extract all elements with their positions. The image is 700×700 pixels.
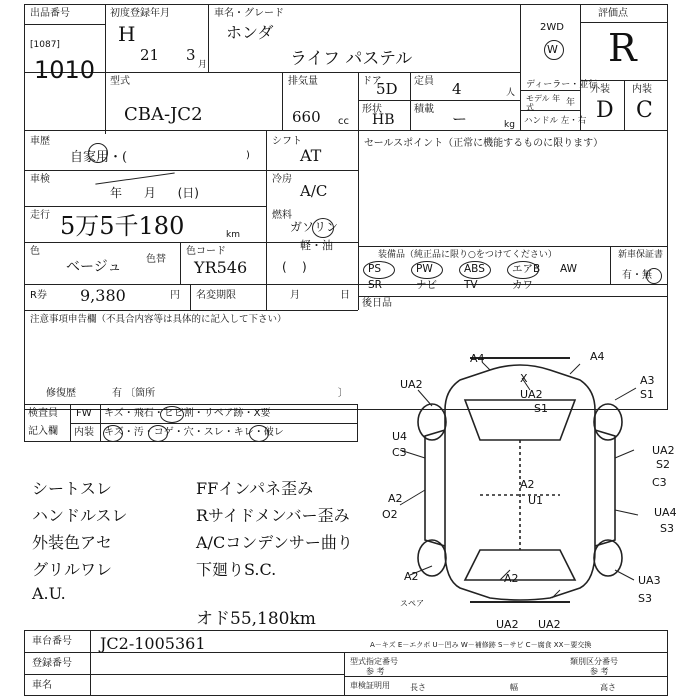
- divider: [358, 296, 668, 297]
- reg-month: 3: [186, 46, 196, 64]
- handle-label: ハンドル 左・右: [524, 116, 587, 126]
- ac-label: 冷房: [272, 174, 292, 185]
- divider: [358, 100, 520, 101]
- damage-code: UA3: [638, 574, 661, 587]
- divider: [410, 72, 411, 130]
- registration-label: 登録番号: [32, 658, 72, 669]
- damage-code: UA4: [654, 506, 677, 519]
- divider: [266, 130, 267, 310]
- equipment-item: PS: [368, 263, 381, 275]
- lot-code: [1087]: [30, 40, 60, 50]
- equipment-circle: [411, 261, 443, 279]
- yen-unit: 円: [170, 290, 180, 301]
- interior-circle: [249, 425, 269, 442]
- drive-w: W: [547, 43, 558, 56]
- model-name: ライフ パステル: [290, 49, 413, 69]
- history-label: 車歴: [30, 136, 50, 147]
- spare-label: スペア: [400, 599, 424, 608]
- fw-items: キズ・飛石・ヒビ割・リペア跡・X要: [104, 408, 271, 419]
- divider: [180, 242, 181, 284]
- handwritten-note: 外装色アセ: [32, 533, 112, 552]
- handwritten-note: シートスレ: [32, 479, 112, 498]
- capacity: 4: [452, 80, 462, 98]
- damage-code: C3: [392, 446, 407, 459]
- equipment-item: PW: [416, 263, 433, 275]
- equipment-item: カワ: [512, 279, 533, 291]
- model-code: CBA-JC2: [124, 104, 203, 125]
- handwritten-note: FFインパネ歪み: [196, 479, 314, 498]
- shift-value: AT: [300, 146, 322, 165]
- year-unit: 年: [566, 98, 576, 108]
- interior-items: キズ・汚・コゲ・穴・スレ・キレ・破レ: [104, 427, 284, 438]
- color-label: 色: [30, 246, 40, 257]
- divider: [624, 80, 625, 130]
- odometer-note: オド55,180km: [196, 609, 316, 629]
- kg-unit: kg: [504, 120, 515, 130]
- damage-code: UA2: [652, 444, 675, 457]
- inspector-label: 検査員: [28, 408, 58, 419]
- fw-circle: [160, 406, 184, 423]
- divider: [190, 284, 191, 310]
- divider: [520, 4, 521, 130]
- color-code: YR546: [194, 258, 248, 277]
- damage-code: UA2: [520, 388, 543, 401]
- divider: [610, 246, 611, 284]
- damage-code: S2: [656, 458, 670, 471]
- divider: [24, 284, 668, 285]
- interior-circle: [148, 425, 168, 442]
- displacement: 660: [292, 108, 321, 126]
- repair-label: 修復歴: [46, 388, 76, 399]
- handwritten-note: A/Cコンデンサー曲り: [196, 533, 353, 552]
- divider: [580, 22, 668, 23]
- interior-circle: [103, 425, 123, 442]
- deadline-day: 日: [340, 290, 350, 301]
- fuel-gas: ガソリン: [290, 220, 339, 234]
- divider: [24, 674, 344, 675]
- width-label: 幅: [510, 683, 518, 692]
- divider: [358, 72, 359, 130]
- exterior-label: 外装: [590, 84, 610, 95]
- load: ー: [452, 110, 468, 128]
- dealer-label: ディーラー・並行: [526, 80, 598, 90]
- mileage-value: 5万5千180: [60, 212, 185, 240]
- lot-label: 出品番号: [30, 8, 70, 19]
- model-code-label: 型式: [110, 76, 130, 87]
- door-label: ドア: [362, 76, 382, 87]
- damage-code: U4: [392, 430, 408, 443]
- legend: A－キズ E－エクボ U－凹み W－補修跡 S－サビ C－腐食 XX－要交換: [370, 641, 592, 649]
- equipment-item: AW: [560, 263, 577, 275]
- divider: [344, 652, 345, 696]
- equipment-label: 装備品（純正品に限り○をつけてください）: [378, 250, 557, 260]
- repair-value: 有 〔箇所: [112, 388, 156, 399]
- damage-code: C3: [652, 476, 667, 489]
- equipment-circle: [363, 261, 395, 279]
- color-change-label: 色替: [146, 254, 166, 265]
- lot-number: 1010: [34, 56, 96, 84]
- maker: ホンダ: [226, 23, 274, 42]
- rear-seat-label: 後日品: [362, 298, 392, 309]
- sales-point-label: セールスポイント（正常に機能するものに限ります）: [364, 138, 604, 149]
- damage-code: UA2: [400, 378, 423, 391]
- damage-code: A4: [590, 350, 605, 363]
- divider: [24, 72, 520, 73]
- warranty-value: 有・無: [622, 270, 652, 281]
- equipment-circle: [507, 261, 539, 279]
- divider: [344, 676, 668, 677]
- handwritten-note: A.U.: [32, 584, 66, 603]
- name-label: 車名: [32, 680, 52, 691]
- divider: [282, 72, 283, 130]
- shape: HB: [372, 112, 395, 128]
- recycle-value: 9,380: [80, 286, 126, 305]
- reference-label: 参 考: [366, 667, 385, 676]
- history-value: 自家用・(: [70, 150, 128, 165]
- color-code-label: 色コード: [186, 246, 226, 257]
- damage-code: UA2: [496, 618, 519, 631]
- interior-label: 内装: [632, 84, 652, 95]
- damage-code: A4: [470, 352, 485, 365]
- displacement-label: 排気量: [288, 76, 318, 87]
- equipment-item: エアB: [512, 263, 541, 275]
- damage-code: A2: [404, 570, 419, 583]
- deadline-month: 月: [290, 290, 300, 301]
- load-label: 積載: [414, 104, 434, 115]
- shape-label: 形状: [362, 104, 382, 115]
- divider: [24, 310, 358, 311]
- fuel-diesel: 軽・油: [300, 239, 333, 252]
- rating-label: 評価点: [598, 8, 628, 19]
- rating-value: R: [608, 26, 637, 70]
- history-circle: [88, 143, 108, 163]
- reg-year: 21: [140, 46, 160, 64]
- equipment-item: ナビ: [416, 279, 437, 291]
- divider: [70, 423, 358, 424]
- warranty-circle: [646, 268, 662, 284]
- damage-code: O2: [382, 508, 398, 521]
- car-name-label: 車名・グレード: [214, 8, 284, 19]
- reference-label-2: 参 考: [590, 667, 609, 676]
- era: H: [118, 22, 136, 46]
- handwritten-note: 下廻りS.C.: [196, 560, 277, 579]
- divider: [24, 170, 358, 171]
- chassis-label: 車台番号: [32, 636, 72, 647]
- damage-code: X: [520, 372, 528, 385]
- divider: [358, 246, 668, 247]
- chassis-value: JC2-1005361: [100, 634, 206, 653]
- equipment-item: SR: [368, 279, 382, 291]
- exterior-grade: D: [596, 98, 614, 123]
- km-unit: km: [226, 230, 240, 240]
- equipment-item: TV: [464, 279, 478, 291]
- damage-code: S3: [638, 592, 652, 605]
- divider: [24, 130, 668, 131]
- damage-code: A3: [640, 374, 655, 387]
- handwritten-note: ハンドルスレ: [32, 506, 128, 525]
- inspection-value: 年 月 (日): [110, 186, 199, 200]
- month-unit: 月: [198, 60, 208, 70]
- repair-close: 〕: [338, 388, 348, 399]
- equipment-circle: [459, 261, 491, 279]
- warranty-label: 新車保証書: [618, 250, 664, 260]
- divider: [208, 4, 209, 72]
- divider: [358, 130, 359, 310]
- divider: [24, 24, 105, 25]
- shift-label: シフト: [272, 136, 302, 147]
- history-close: ): [246, 150, 250, 161]
- fuel-circle: [312, 218, 334, 238]
- handwritten-note: グリルワレ: [32, 560, 113, 579]
- fw-label: FW: [76, 408, 92, 419]
- height-label: 高さ: [600, 683, 616, 692]
- damage-code: UA2: [538, 618, 561, 631]
- cert-label: 車検証明用: [350, 681, 390, 690]
- type-cert-label: 型式指定番号: [350, 657, 398, 666]
- category-label: 類別区分番号: [570, 657, 618, 666]
- divider: [105, 4, 106, 134]
- damage-code: A2: [504, 572, 519, 585]
- damage-code: S3: [660, 522, 674, 535]
- ac-value: A/C: [300, 182, 328, 200]
- fuel-paren: ( ): [282, 260, 307, 274]
- damage-code: A2: [520, 478, 535, 491]
- doors: 5D: [376, 80, 398, 98]
- person-unit: 人: [506, 88, 516, 98]
- first-registration-label: 初度登録年月: [110, 8, 170, 19]
- recycle-label: R券: [30, 290, 47, 301]
- inspection-label: 車検: [30, 174, 50, 185]
- interior-grade: C: [636, 98, 653, 123]
- handwritten-note: Rサイドメンバー歪み: [196, 506, 350, 525]
- cc-unit: cc: [338, 116, 349, 127]
- entry-label: 記入欄: [28, 426, 58, 437]
- equipment-item: ABS: [464, 263, 485, 275]
- damage-code: U1: [528, 494, 544, 507]
- color-value: ベージュ: [66, 259, 122, 275]
- mileage-label: 走行: [30, 210, 50, 221]
- model-year-label: モデル 年式: [526, 94, 561, 112]
- damage-code: S1: [640, 388, 654, 401]
- drive-label: 2WD: [540, 22, 564, 33]
- deadline-label: 名変期限: [196, 290, 236, 301]
- interior-row-label: 内装: [74, 427, 94, 438]
- capacity-label: 定員: [414, 76, 434, 87]
- notes-label: 注意事項申告欄（不具合内容等は具体的に記入して下さい）: [30, 314, 287, 325]
- divider: [90, 630, 91, 696]
- damage-code: A2: [388, 492, 403, 505]
- fuel-label: 燃料: [272, 210, 292, 221]
- damage-code: S1: [534, 402, 548, 415]
- length-label: 長さ: [410, 683, 426, 692]
